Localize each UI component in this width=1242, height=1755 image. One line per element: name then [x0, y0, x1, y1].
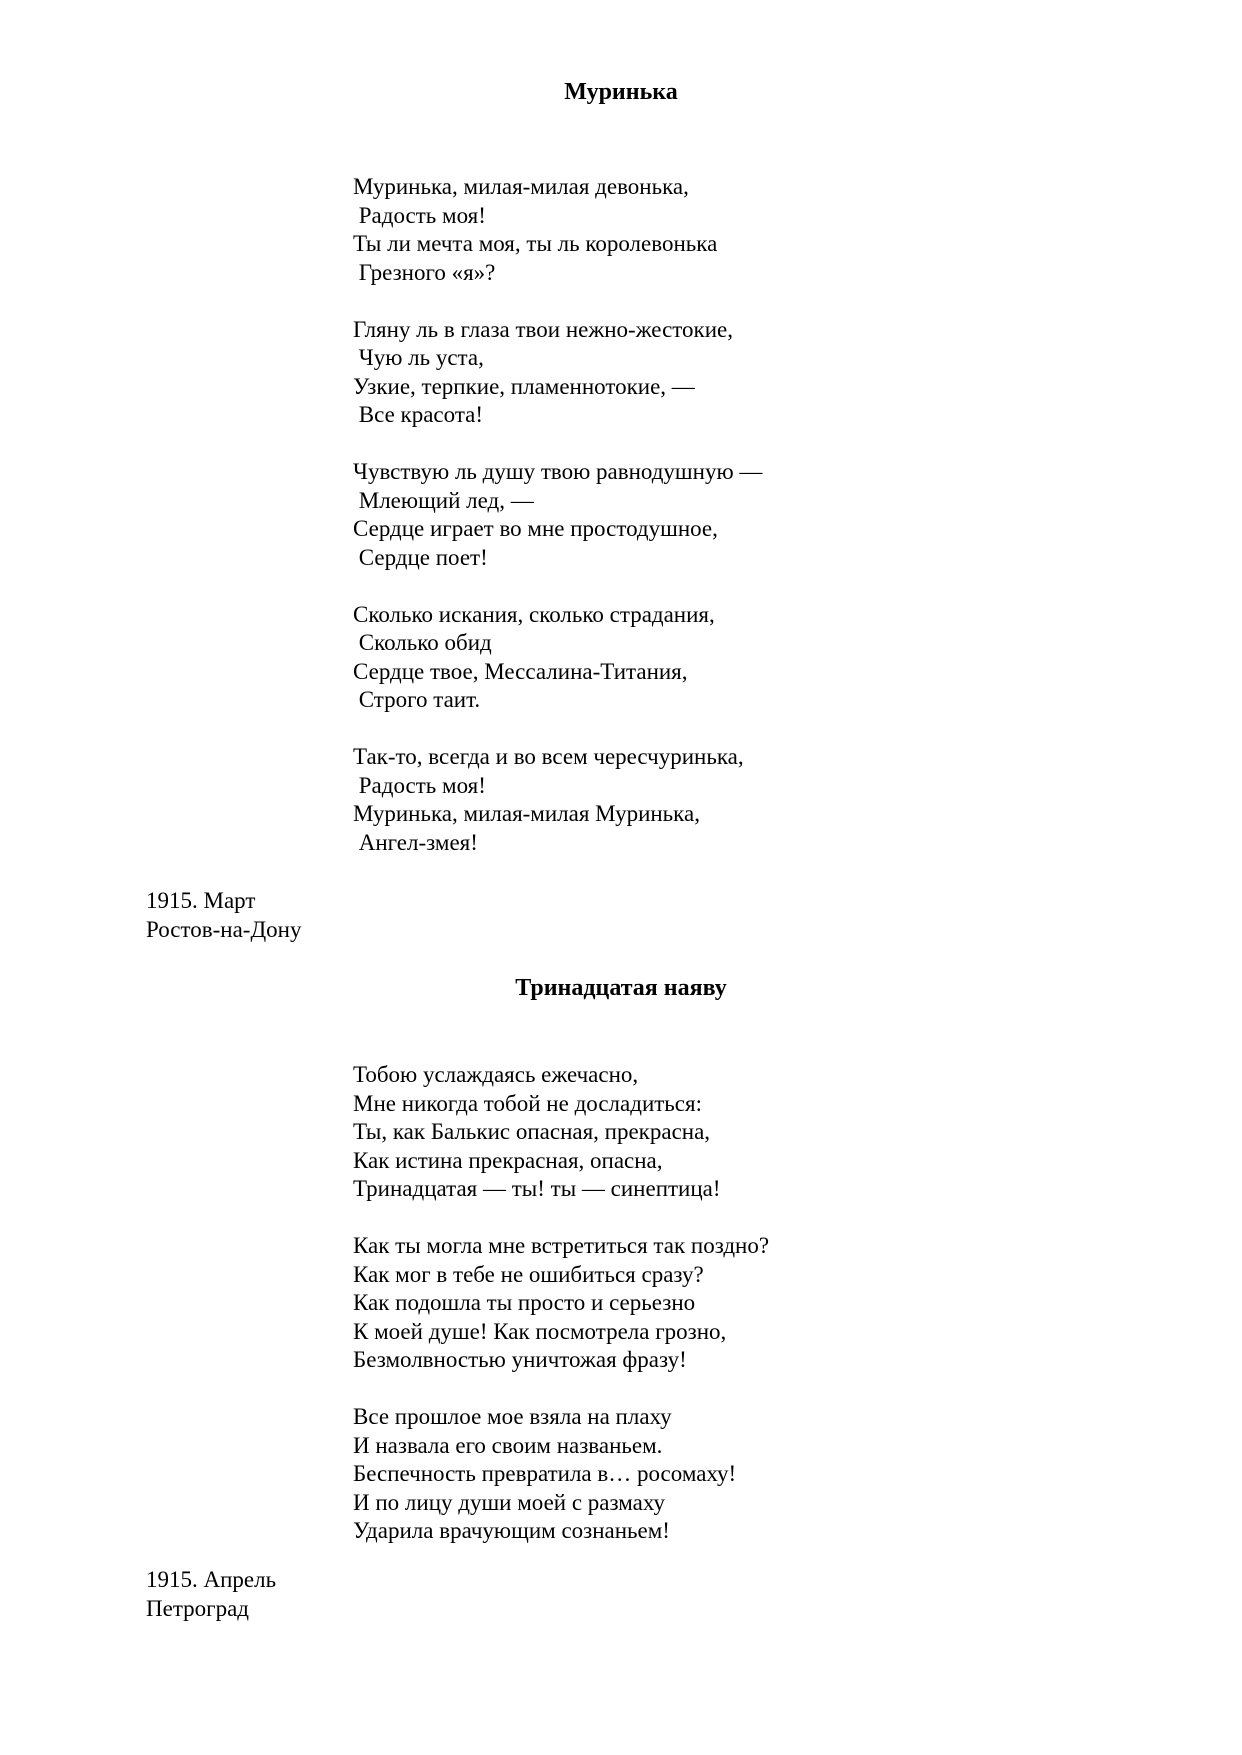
- poem-line: Ты, как Балькис опасная, прекрасна,: [353, 1119, 711, 1144]
- poem-line: Чувствую ль душу твою равнодушную —: [353, 459, 763, 484]
- poem-line: Как мог в тебе не ошибиться сразу?: [353, 1261, 704, 1287]
- poem-line: Так-то, всегда и во всем чересчуринька,: [353, 744, 744, 769]
- stanza: [353, 1232, 1053, 1403]
- poem-line: И по лицу души моей с размаху: [353, 1489, 665, 1515]
- poem-body: [353, 1061, 1053, 1546]
- poem-line: Мне никогда тобой не досладиться:: [353, 1090, 702, 1116]
- stanza: [353, 458, 1053, 601]
- stanza: [353, 601, 1053, 744]
- poem-line: Строго таит.: [353, 687, 481, 712]
- poem-line: Радость моя!: [353, 202, 486, 228]
- poem-dateline: [146, 1566, 276, 1623]
- poem-line: Муринька, милая-милая девонька,: [353, 174, 689, 199]
- poem-date: 1915. Апрель: [146, 1567, 277, 1592]
- poem-line: Как подошла ты просто и серьезно: [353, 1290, 696, 1315]
- poem-line: Муринька, милая-милая Муринька,: [353, 801, 700, 826]
- poem-line: Сколько обид: [353, 630, 492, 655]
- poem-line: К моей душе! Как посмотрела грозно,: [353, 1318, 727, 1344]
- poem-line: Как истина прекрасная, опасна,: [353, 1147, 663, 1173]
- stanza-gap: [353, 1375, 1053, 1404]
- stanza: [353, 1403, 1053, 1546]
- poem-line: И назвала его своим названьем.: [353, 1432, 663, 1458]
- stanza: [353, 316, 1053, 459]
- stanza: [353, 1061, 1053, 1232]
- poem-line: Тринадцатая — ты! ты — синептица!: [353, 1176, 721, 1201]
- stanza-gap: [353, 572, 1053, 601]
- stanza-gap: [353, 715, 1053, 744]
- poem-line: Как ты могла мне встретиться так поздно?: [353, 1233, 770, 1258]
- poem-line: Сердце поет!: [353, 544, 488, 570]
- stanza-gap: [353, 1204, 1053, 1233]
- stanza-gap: [353, 287, 1053, 316]
- poem-line: Безмолвностью уничтожая фразу!: [353, 1347, 687, 1372]
- stanza-gap: [353, 430, 1053, 459]
- poem-line: Все прошлое мое взяла на плаху: [353, 1404, 672, 1429]
- poem-date: 1915. Март: [146, 888, 256, 913]
- poem-line: Чую ль уста,: [353, 345, 484, 370]
- poem-line: Радость моя!: [353, 772, 486, 798]
- poem-line: Сердце твое, Мессалина-Титания,: [353, 658, 688, 684]
- poem-place: Петроград: [146, 1595, 249, 1621]
- poem-line: Ударила врачующим сознаньем!: [353, 1518, 670, 1543]
- stanza: [353, 743, 1053, 857]
- stanza: [353, 173, 1053, 316]
- poem-line: Грезного «я»?: [353, 259, 496, 285]
- poem-dateline: [146, 887, 301, 944]
- poem-line: Ты ли мечта моя, ты ль королевонька: [353, 231, 718, 256]
- poem-line: Узкие, терпкие, пламеннотокие, —: [353, 373, 695, 399]
- poem-body: [353, 173, 1053, 857]
- poem-line: Тобою услаждаясь ежечасно,: [353, 1062, 639, 1087]
- poem-place: Ростов-на-Дону: [146, 916, 302, 942]
- poem-line: Млеющий лед, —: [353, 487, 534, 513]
- poem-title: Муринька: [564, 79, 678, 105]
- poem-title: Тринадцатая наяву: [515, 975, 727, 1001]
- poem-line: Сколько искания, сколько страдания,: [353, 601, 715, 627]
- poem-line: Ангел-змея!: [353, 829, 478, 855]
- poem-line: Беспечность превратила в… росомаху!: [353, 1461, 737, 1486]
- poem-line: Гляну ль в глаза твои нежно-жестокие,: [353, 316, 733, 342]
- poem-line: Сердце играет во мне простодушное,: [353, 516, 718, 541]
- poem-line: Все красота!: [353, 402, 484, 427]
